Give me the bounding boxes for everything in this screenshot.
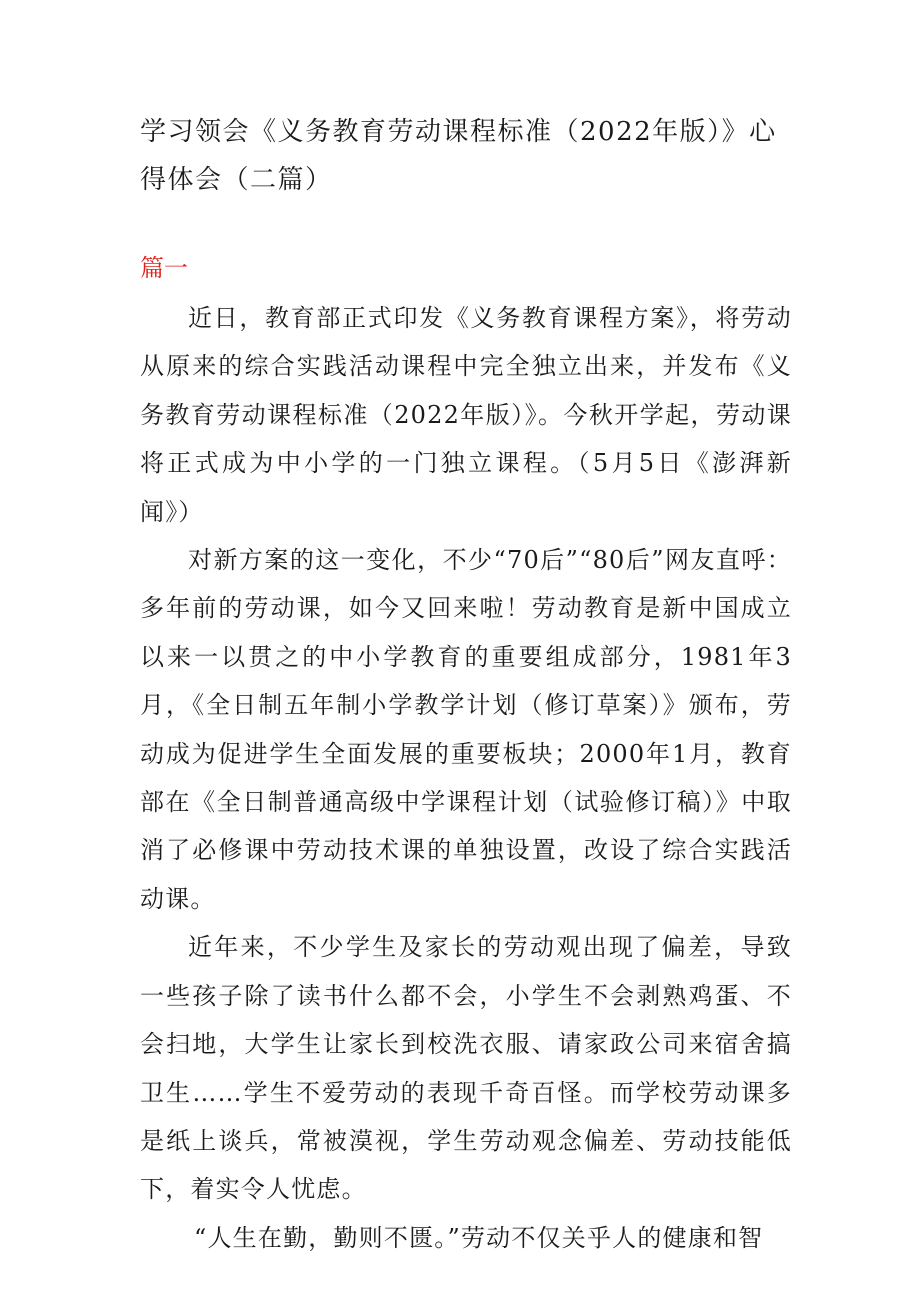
section-label: 篇一 [140,254,188,282]
paragraph: 近日，教育部正式印发《义务教育课程方案》，将劳动从原来的综合实践活动课程中完全独立出来，并发布《义务教育劳动课程标准（2022年版）》。今秋开学起，劳动课将正式成为中小学的一门独立课程。（5月5日《澎湃新闻》） [140,304,792,526]
document-body [140,294,792,1262]
paragraph: 近年来，不少学生及家长的劳动观出现了偏差，导致一些孩子除了读书什么都不会，小学生不会剥熟鸡蛋、不会扫地，大学生让家长到校洗衣服、请家政公司来宿舍搞卫生……学生不爱劳动的表现千奇百怪。而学校劳动课多是纸上谈兵，常被漠视，学生劳动观念偏差、劳动技能低下，着实令人忧虑。 [140,933,792,1204]
paragraph: 对新方案的这一变化，不少“70后”“80后”网友直呼：多年前的劳动课，如今又回来啦！劳动教育是新中国成立以来一以贯之的中小学教育的重要组成部分，1981年3月，《全日制五年制小学教学计划（修订草案）》颁布，劳动成为促进学生全面发展的重要板块；2000年1月，教育部在《全日制普通高级中学课程计划（试验修订稿）》中取消了必修课中劳动技术课的单独设置，改设了综合实践活动课。 [140,546,792,913]
paragraph: “人生在勤，勤则不匮。”劳动不仅关乎人的健康和智 [194,1223,764,1252]
document-title: 学习领会《义务教育劳动课程标准（2022年版）》心得体会（二篇） [140,117,777,195]
